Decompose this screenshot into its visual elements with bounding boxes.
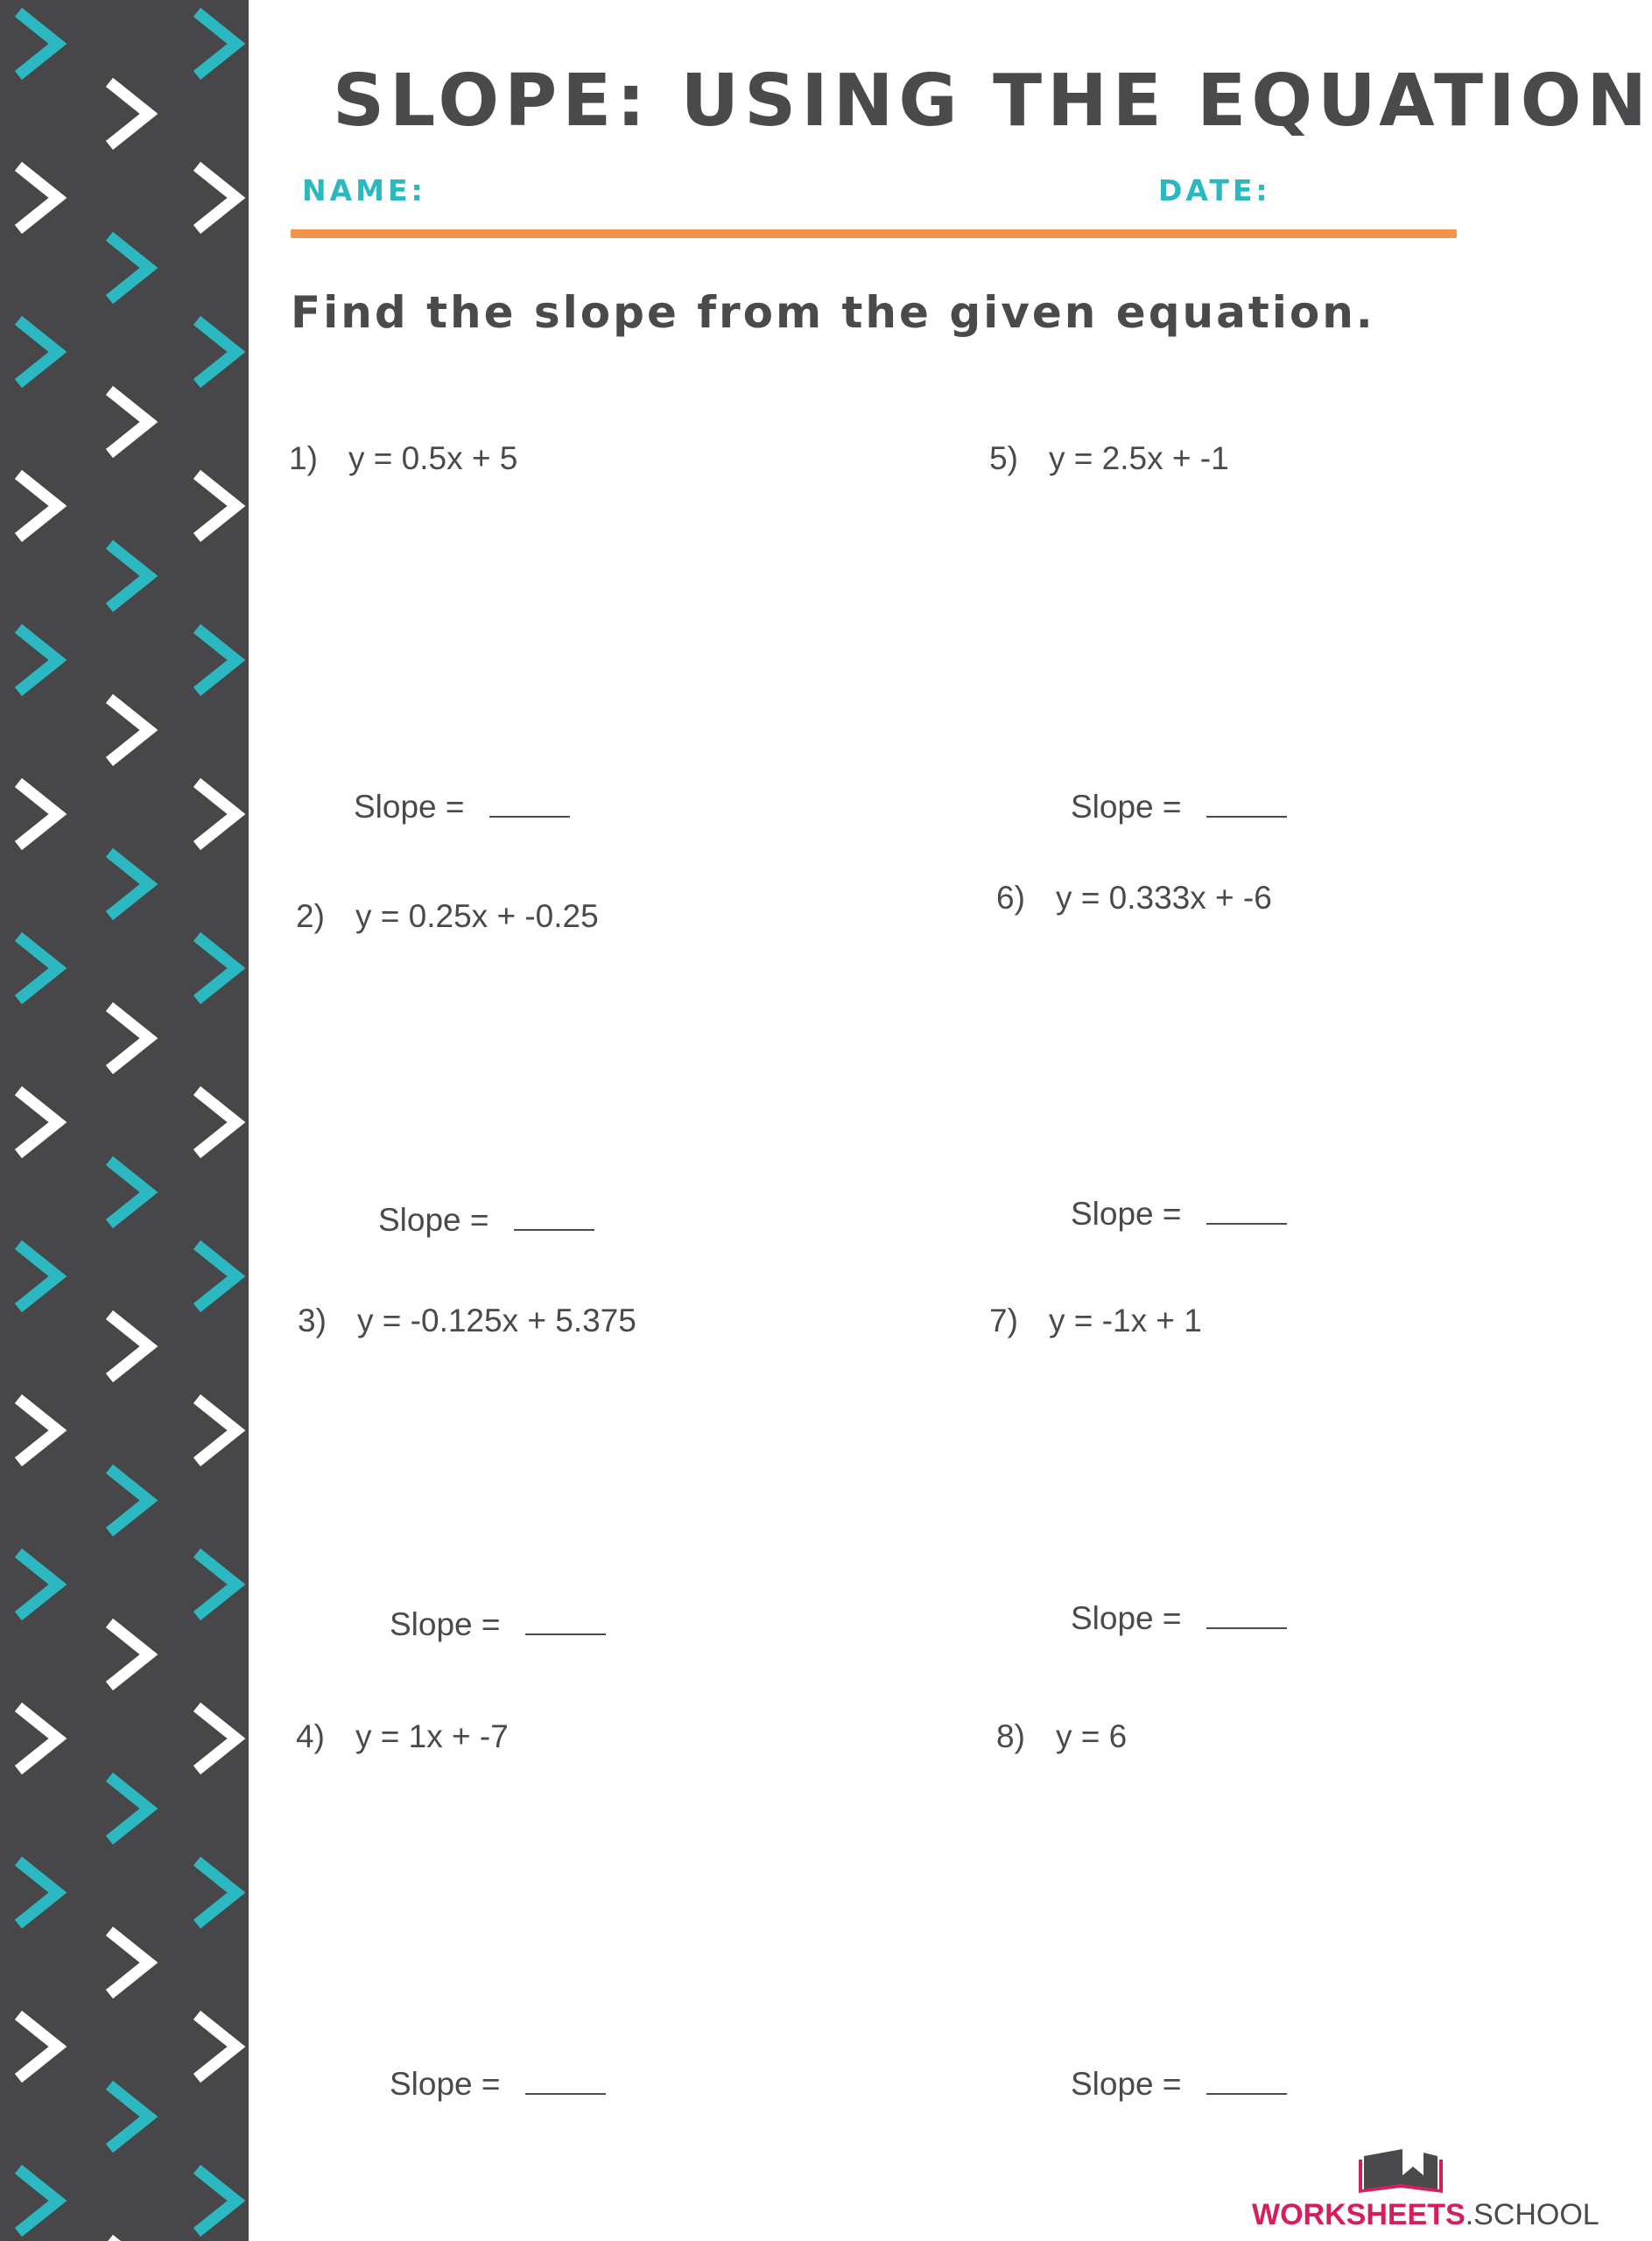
- problem-number: 7): [989, 1303, 1018, 1338]
- chevron-right-icon: [114, 548, 149, 604]
- chevron-right-icon: [201, 2019, 236, 2075]
- chevron-right-icon: [23, 1248, 58, 1304]
- slope-label: Slope =: [1071, 1600, 1182, 1636]
- chevron-right-icon: [23, 632, 58, 688]
- problem-number: 1): [289, 440, 318, 476]
- chevron-right-icon: [201, 1094, 236, 1150]
- answer-blank[interactable]: [525, 2067, 606, 2095]
- chevron-right-icon: [114, 1164, 149, 1220]
- name-label: NAME:: [302, 173, 426, 207]
- chevron-right-icon: [114, 1935, 149, 1991]
- chevron-right-icon: [114, 1318, 149, 1374]
- slope-label: Slope =: [390, 2066, 501, 2102]
- problem-equation: y = 0.5x + 5: [348, 440, 518, 476]
- problem-equation: y = 1x + -7: [355, 1718, 509, 1754]
- slope-label: Slope =: [1071, 1196, 1182, 1232]
- problem-8: [996, 1718, 1127, 1755]
- chevron-right-icon: [201, 1248, 236, 1304]
- chevron-right-icon: [114, 240, 149, 296]
- chevron-right-icon: [23, 478, 58, 534]
- chevron-right-icon: [114, 394, 149, 450]
- problem-number: 4): [296, 1718, 325, 1754]
- chevron-right-icon: [114, 702, 149, 758]
- chevron-right-icon: [114, 2089, 149, 2145]
- chevron-pattern: [0, 0, 249, 2241]
- slope-label: Slope =: [354, 789, 465, 825]
- chevron-right-icon: [23, 1711, 58, 1767]
- chevron-right-icon: [23, 1402, 58, 1458]
- chevron-right-icon: [23, 940, 58, 996]
- chevron-right-icon: [23, 1556, 58, 1612]
- chevron-right-icon: [114, 1781, 149, 1837]
- problem-number: 6): [996, 880, 1025, 916]
- problem-equation: y = -1x + 1: [1049, 1303, 1202, 1338]
- chevron-right-icon: [114, 1626, 149, 1683]
- problem-equation: y = 2.5x + -1: [1049, 440, 1229, 476]
- logo-brand: WORKSHEETS: [1252, 2198, 1466, 2231]
- instructions: Find the slope from the given equation.: [291, 287, 1375, 338]
- slope-answer-7: [1071, 1600, 1287, 1637]
- date-label: DATE:: [1158, 173, 1271, 207]
- slope-label: Slope =: [378, 1202, 489, 1238]
- chevron-right-icon: [114, 1472, 149, 1528]
- chevron-right-icon: [114, 1010, 149, 1066]
- slope-label: Slope =: [1071, 2066, 1182, 2102]
- chevron-right-icon: [23, 2173, 58, 2229]
- problem-5: [989, 440, 1229, 477]
- chevron-right-icon: [23, 16, 58, 72]
- chevron-right-icon: [114, 86, 149, 142]
- problem-number: 5): [989, 440, 1018, 476]
- slope-answer-1: [354, 789, 570, 825]
- problem-number: 8): [996, 1718, 1025, 1754]
- problem-3: [298, 1303, 636, 1339]
- chevron-right-icon: [201, 478, 236, 534]
- problem-equation: y = 0.25x + -0.25: [355, 898, 599, 934]
- logo-text: [1252, 2198, 1599, 2232]
- chevron-right-icon: [201, 786, 236, 842]
- chevron-right-icon: [201, 1556, 236, 1612]
- problem-number: 2): [296, 898, 325, 934]
- answer-blank[interactable]: [514, 1203, 594, 1231]
- slope-label: Slope =: [1071, 789, 1182, 825]
- slope-answer-3: [390, 1606, 606, 1643]
- answer-blank[interactable]: [1206, 1197, 1287, 1225]
- problem-equation: y = -0.125x + 5.375: [357, 1303, 636, 1338]
- worksheet-title: SLOPE: USING THE EQUATION: [333, 60, 1652, 143]
- chevron-right-icon: [201, 16, 236, 72]
- slope-answer-4: [390, 2066, 606, 2103]
- problem-equation: y = 6: [1056, 1718, 1128, 1754]
- slope-answer-6: [1071, 1196, 1287, 1233]
- chevron-right-icon: [23, 2019, 58, 2075]
- chevron-right-icon: [201, 632, 236, 688]
- slope-answer-5: [1071, 789, 1287, 825]
- problem-1: [289, 440, 517, 477]
- chevron-right-icon: [23, 1865, 58, 1921]
- slope-answer-8: [1071, 2066, 1287, 2103]
- chevron-right-icon: [201, 1711, 236, 1767]
- problem-6: [996, 880, 1272, 917]
- chevron-right-icon: [23, 1094, 58, 1150]
- chevron-right-icon: [201, 1402, 236, 1458]
- answer-blank[interactable]: [1206, 2067, 1287, 2095]
- slope-label: Slope =: [390, 1606, 501, 1642]
- problem-2: [296, 898, 599, 935]
- worksheets-school-logo: [1252, 2140, 1599, 2231]
- chevron-right-icon: [201, 324, 236, 380]
- problem-4: [296, 1718, 509, 1755]
- chevron-right-icon: [23, 170, 58, 226]
- open-book-icon: [1357, 2140, 1445, 2193]
- chevron-right-icon: [114, 856, 149, 912]
- chevron-right-icon: [23, 324, 58, 380]
- chevron-right-icon: [201, 940, 236, 996]
- answer-blank[interactable]: [525, 1607, 606, 1635]
- decorative-sidebar: [0, 0, 249, 2241]
- answer-blank[interactable]: [489, 790, 570, 818]
- answer-blank[interactable]: [1206, 790, 1287, 818]
- chevron-right-icon: [201, 1865, 236, 1921]
- problem-7: [989, 1303, 1202, 1339]
- logo-suffix: .SCHOOL: [1465, 2198, 1599, 2231]
- chevron-right-icon: [23, 786, 58, 842]
- problem-number: 3): [298, 1303, 327, 1338]
- chevron-right-icon: [201, 170, 236, 226]
- header-divider: [291, 229, 1457, 238]
- answer-blank[interactable]: [1206, 1601, 1287, 1629]
- slope-answer-2: [378, 1202, 594, 1239]
- problem-equation: y = 0.333x + -6: [1056, 880, 1272, 916]
- chevron-right-icon: [201, 2173, 236, 2229]
